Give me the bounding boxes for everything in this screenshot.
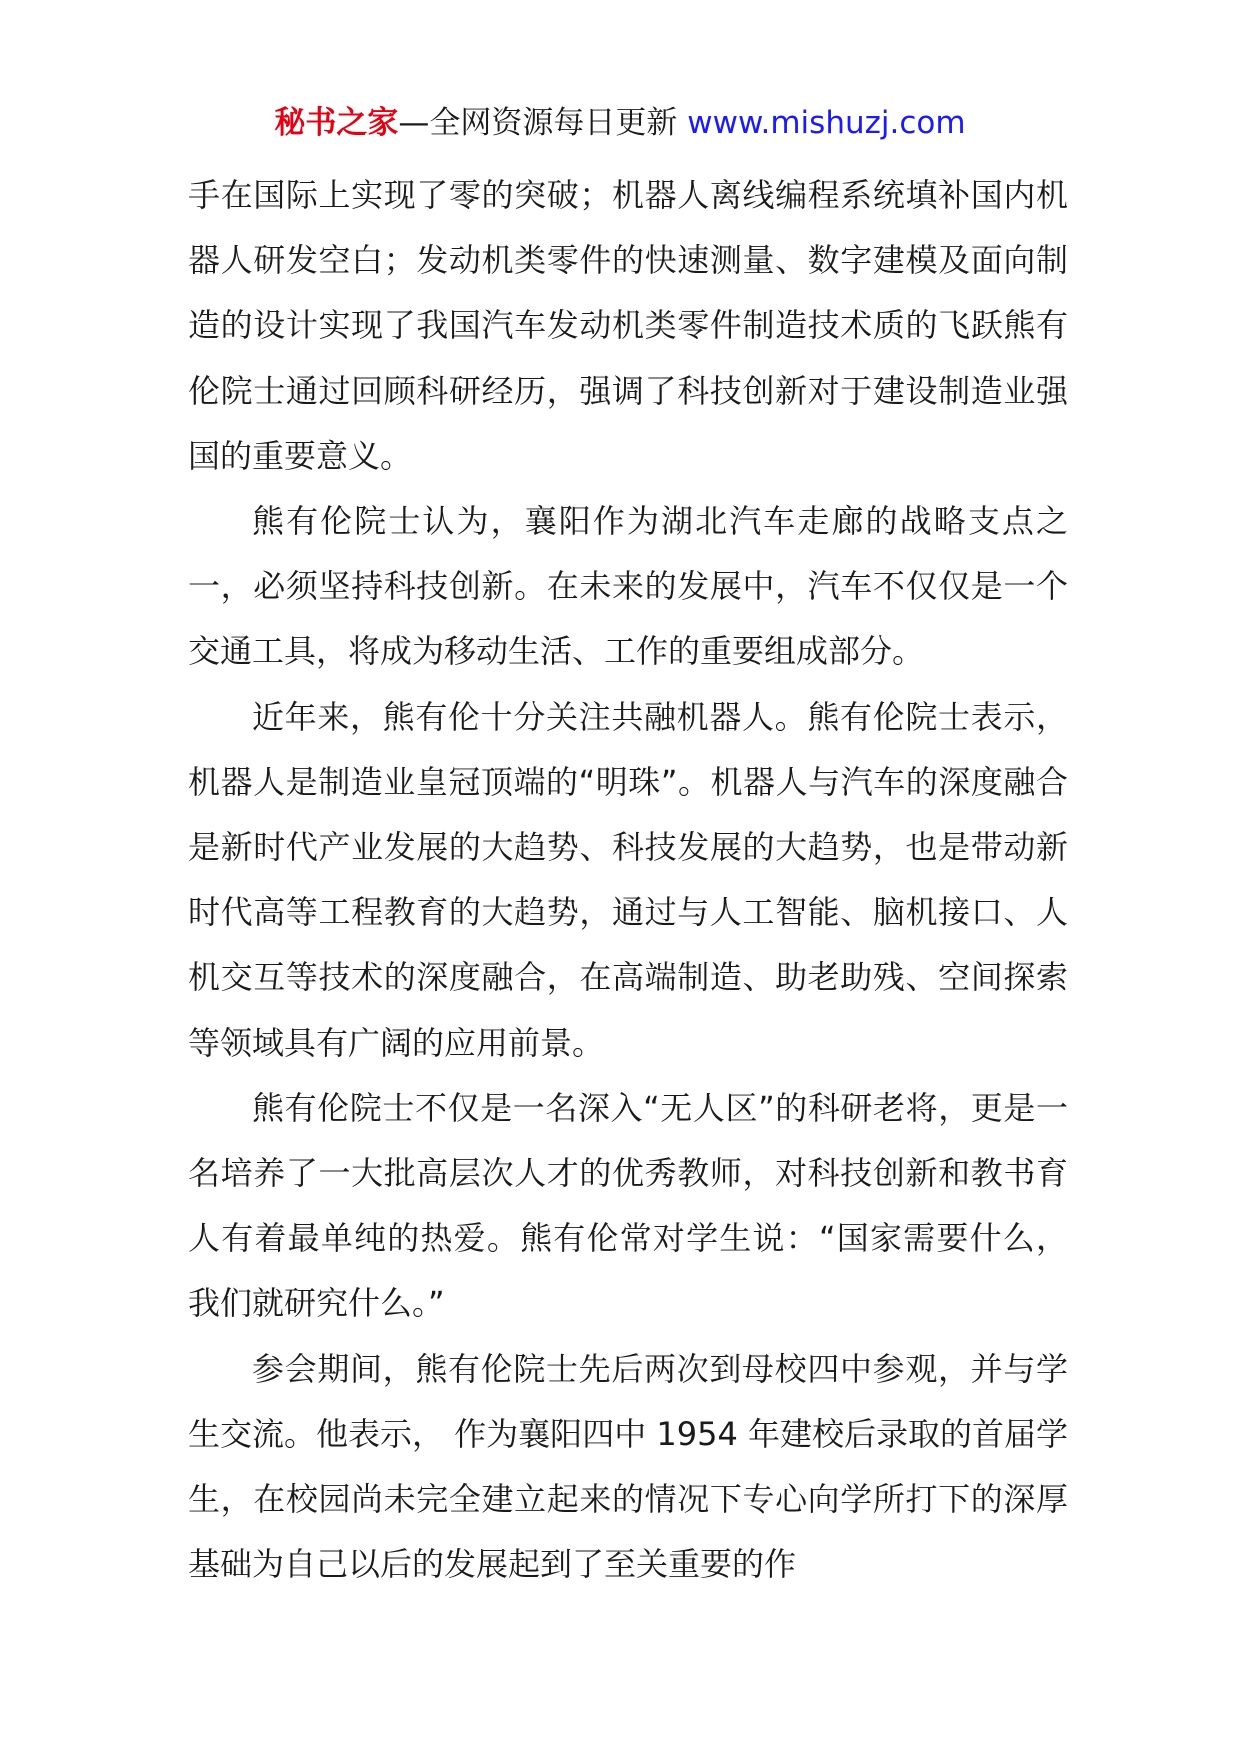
header-tagline: —全网资源每日更新 <box>398 105 678 141</box>
paragraph-2: 熊有伦院士认为，襄阳作为湖北汽车走廊的战略支点之一，必须坚持科技创新。在未来的发展中，汽车不仅仅是一个交通工具，将成为移动生活、工作的重要组成部分。 <box>188 502 1068 671</box>
site-header <box>0 103 1240 143</box>
brand-name: 秘书之家 <box>274 105 399 141</box>
paragraph-1: 手在国际上实现了零的突破；机器人离线编程系统填补国内机器人研发空白；发动机类零件的快速测量、数字建模及面向制造的设计实现了我国汽车发动机类零件制造技术质的飞跃熊有伦院士通过回顾科研经历，强调了科技创新对于建设制造业强国的重要意义。 <box>188 176 1068 475</box>
paragraph-4: 熊有伦院士不仅是一名深入“无人区”的科研老将，更是一名培养了一大批高层次人才的优秀教师，对科技创新和教书育人有着最单纯的热爱。熊有伦常对学生说：“国家需要什么，我们就研究什么。” <box>188 1088 1068 1323</box>
site-url-link[interactable]: www.mishuzj.com <box>687 105 966 141</box>
article-body <box>188 163 1068 1597</box>
paragraph-5: 参会期间，熊有伦院士先后两次到母校四中参观，并与学生交流。他表示， 作为襄阳四中 1954 年建校后录取的首届学生，在校园尚未完全建立起来的情况下专心向学所打下的深厚基础为自己以后的发展起到了至关重要的作 <box>188 1349 1068 1584</box>
paragraph-3: 近年来，熊有伦十分关注共融机器人。熊有伦院士表示，机器人是制造业皇冠顶端的“明珠”。机器人与汽车的深度融合是新时代产业发展的大趋势、科技发展的大趋势，也是带动新时代高等工程教育的大趋势，通过与人工智能、脑机接口、人机交互等技术的深度融合，在高端制造、助老助残、空间探索等领域具有广阔的应用前景。 <box>188 697 1068 1062</box>
